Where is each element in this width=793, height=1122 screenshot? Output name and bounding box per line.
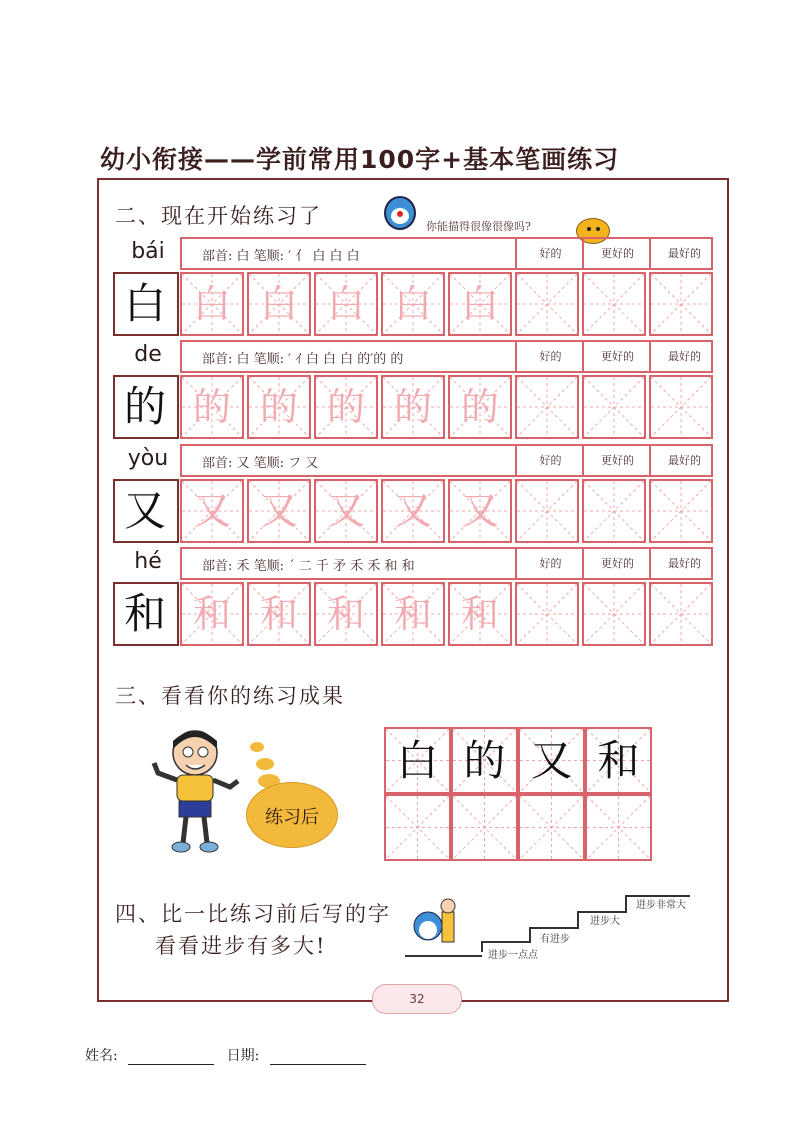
result-char: 和 [597, 736, 640, 785]
trace-char: 和 [460, 592, 499, 636]
thought-dot-small [250, 742, 264, 752]
page-title: 幼小衔接——学前常用100字+基本笔画练习 [100, 145, 620, 174]
trace-char: 又 [326, 489, 365, 533]
trace-char: 的 [460, 385, 499, 429]
trace-char: 白 [326, 282, 365, 326]
trace-char: 白 [460, 282, 499, 326]
result-char: 又 [530, 736, 573, 785]
model-char: 又 [123, 486, 166, 535]
boy-illustration [150, 725, 240, 857]
model-char: 和 [123, 589, 166, 638]
practice-cell[interactable] [649, 479, 713, 543]
trace-char: 白 [259, 282, 298, 326]
trace-char: 和 [393, 592, 432, 636]
name-label: 姓名: [85, 1048, 118, 1064]
model-char-cell [113, 375, 179, 439]
practice-cell[interactable] [515, 272, 579, 336]
row-pinyin: de [134, 342, 162, 367]
trace-cell[interactable] [381, 582, 445, 646]
row-stroke-info: 部首: 禾 笔顺: ˊ 二 千 矛 禾 禾 和 和 [202, 559, 415, 574]
row-info-bar [180, 237, 713, 270]
row-stroke-info: 部首: 又 笔顺: フ 又 [202, 456, 319, 471]
row-stroke-info: 部首: 白 笔顺: ′ ｲ 白 白 白 的′的 的 [202, 352, 404, 367]
grade-label: 好的 [515, 239, 584, 268]
grade-label: 最好的 [649, 549, 718, 578]
trace-cell[interactable] [314, 479, 378, 543]
row-info-bar [180, 444, 713, 477]
trace-cell[interactable] [247, 375, 311, 439]
practice-cell[interactable] [582, 375, 646, 439]
row-pinyin: bái [131, 239, 165, 264]
trace-cell[interactable] [381, 375, 445, 439]
stair-label-2: 有进步 [540, 934, 570, 945]
model-char-cell [113, 272, 179, 336]
trace-char: 的 [393, 385, 432, 429]
grade-label: 更好的 [582, 446, 651, 475]
trace-char: 又 [192, 489, 231, 533]
row-pinyin: hé [134, 549, 162, 574]
doraemon-icon [384, 196, 416, 230]
trace-char: 的 [259, 385, 298, 429]
row-pinyin: yòu [127, 446, 169, 471]
result-char-cell[interactable] [451, 727, 518, 794]
section-4-line-1: 四、比一比练习前后写的字 [115, 902, 391, 926]
trace-char: 的 [326, 385, 365, 429]
practice-cell[interactable] [582, 272, 646, 336]
model-char: 白 [123, 279, 166, 328]
speech-bubble: 你能描得很像很像吗? [426, 220, 531, 233]
name-field[interactable] [128, 1050, 214, 1065]
practice-cell[interactable] [515, 582, 579, 646]
practice-cell[interactable] [649, 582, 713, 646]
trace-cell[interactable] [180, 375, 244, 439]
trace-char: 白 [192, 282, 231, 326]
practice-cell[interactable] [515, 375, 579, 439]
trace-char: 和 [326, 592, 365, 636]
footer [85, 1045, 366, 1065]
date-field[interactable] [270, 1050, 366, 1065]
result-char-cell[interactable] [585, 727, 652, 794]
stair-label-1: 进步一点点 [488, 950, 538, 961]
result-empty-cell[interactable] [384, 794, 451, 861]
grade-label: 好的 [515, 446, 584, 475]
result-empty-cell[interactable] [585, 794, 652, 861]
trace-char: 白 [393, 282, 432, 326]
practice-cell[interactable] [582, 582, 646, 646]
practice-cell[interactable] [582, 479, 646, 543]
result-char-cell[interactable] [384, 727, 451, 794]
result-empty-cell[interactable] [518, 794, 585, 861]
trace-cell[interactable] [381, 272, 445, 336]
trace-cell[interactable] [381, 479, 445, 543]
result-empty-cell[interactable] [451, 794, 518, 861]
model-char-cell [113, 582, 179, 646]
result-char: 的 [463, 736, 506, 785]
model-char: 的 [123, 382, 166, 431]
after-practice-label: 练习后 [265, 807, 319, 828]
section-4-line-2: 看看进步有多大! [155, 934, 327, 958]
result-char: 白 [396, 736, 439, 785]
after-practice-bubble [246, 782, 338, 848]
row-info-bar [180, 547, 713, 580]
trace-cell[interactable] [314, 272, 378, 336]
trace-cell[interactable] [448, 479, 512, 543]
trace-cell[interactable] [448, 375, 512, 439]
trace-char: 和 [192, 592, 231, 636]
grade-label: 好的 [515, 342, 584, 371]
grade-label: 最好的 [649, 239, 718, 268]
trace-cell[interactable] [247, 272, 311, 336]
trace-cell[interactable] [448, 582, 512, 646]
trace-cell[interactable] [180, 272, 244, 336]
stair-label-4: 进步非常大 [636, 900, 686, 911]
grade-label: 更好的 [582, 239, 651, 268]
grade-label: 最好的 [649, 342, 718, 371]
section-3-title: 三、看看你的练习成果 [115, 684, 345, 708]
trace-cell[interactable] [180, 582, 244, 646]
section-2-title: 二、现在开始练习了 [115, 204, 322, 228]
grade-label: 更好的 [582, 549, 651, 578]
trace-char: 又 [393, 489, 432, 533]
trace-cell[interactable] [247, 479, 311, 543]
grade-label: 好的 [515, 549, 584, 578]
result-char-cell[interactable] [518, 727, 585, 794]
practice-cell[interactable] [649, 375, 713, 439]
trace-cell[interactable] [247, 582, 311, 646]
thought-dot-medium [256, 758, 274, 770]
trace-cell[interactable] [314, 375, 378, 439]
model-char-cell [113, 479, 179, 543]
practice-cell[interactable] [515, 479, 579, 543]
practice-cell[interactable] [649, 272, 713, 336]
date-label: 日期: [226, 1048, 260, 1064]
row-info-bar [180, 340, 713, 373]
trace-char: 又 [460, 489, 499, 533]
trace-char: 又 [259, 489, 298, 533]
trace-cell[interactable] [448, 272, 512, 336]
trace-cell[interactable] [180, 479, 244, 543]
trace-char: 和 [259, 592, 298, 636]
trace-cell[interactable] [314, 582, 378, 646]
grade-label: 更好的 [582, 342, 651, 371]
page-number: 32 [372, 984, 462, 1014]
stair-label-3: 进步大 [590, 916, 620, 927]
grade-label: 最好的 [649, 446, 718, 475]
row-stroke-info: 部首: 白 笔顺: ′ 亻 白 白 白 [202, 249, 360, 264]
trace-char: 的 [192, 385, 231, 429]
